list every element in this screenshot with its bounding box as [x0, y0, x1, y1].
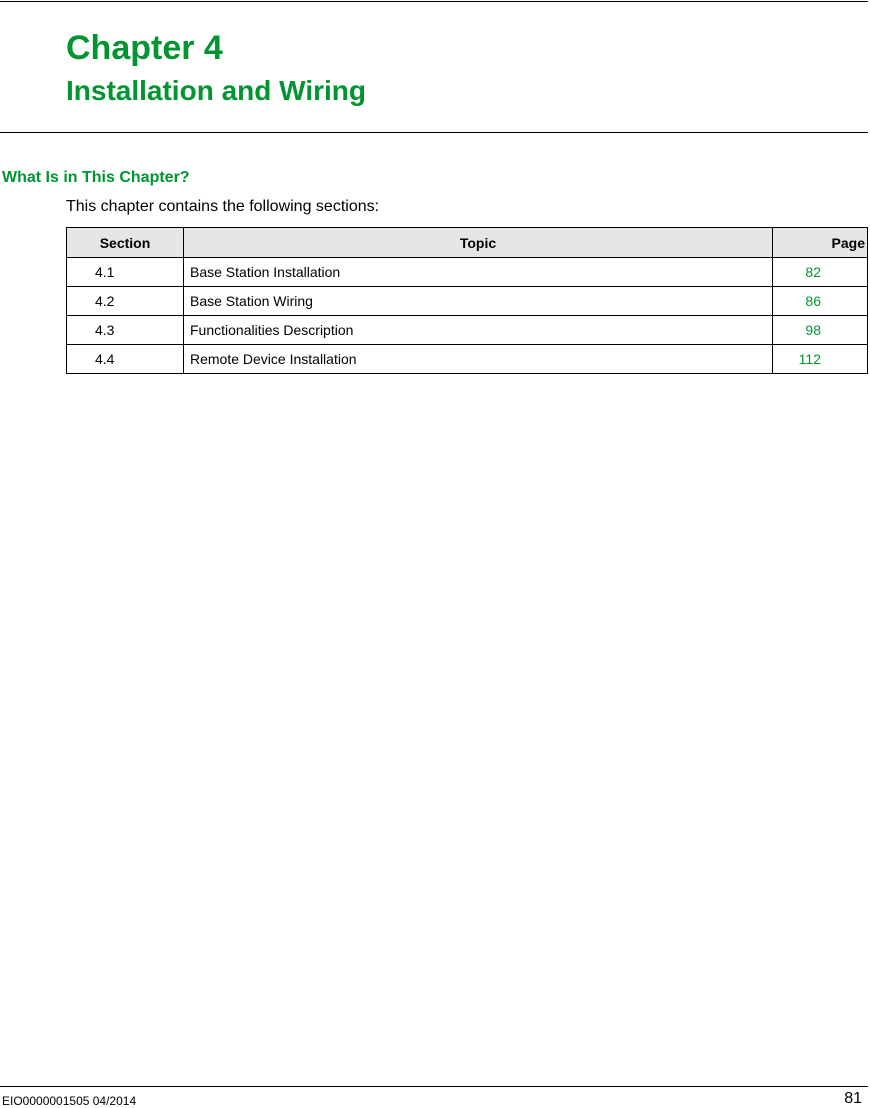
page-link[interactable]: 98 [773, 316, 868, 345]
section-heading: What Is in This Chapter? [2, 169, 190, 186]
column-header-topic: Topic [184, 228, 773, 258]
column-header-page: Page [773, 228, 868, 258]
intro-text: This chapter contains the following sections: [66, 198, 380, 215]
section-number: 4.2 [67, 287, 184, 316]
table-row [67, 287, 868, 316]
section-number: 4.3 [67, 316, 184, 345]
section-number: 4.4 [67, 345, 184, 374]
topic-title: Base Station Installation [184, 258, 773, 287]
header-rule [0, 132, 868, 133]
table-row [67, 258, 868, 287]
footer-page-number: 81 [844, 1090, 862, 1107]
contents-table [66, 227, 868, 374]
page-link[interactable]: 112 [773, 345, 868, 374]
page-link[interactable]: 82 [773, 258, 868, 287]
table-row [67, 316, 868, 345]
column-header-section: Section [67, 228, 184, 258]
table-header-row [67, 228, 868, 258]
chapter-number: Chapter 4 [66, 29, 223, 67]
topic-title: Base Station Wiring [184, 287, 773, 316]
topic-title: Functionalities Description [184, 316, 773, 345]
footer-rule [0, 1086, 868, 1087]
section-number: 4.1 [67, 258, 184, 287]
top-rule [0, 1, 868, 2]
footer-document-reference: EIO0000001505 04/2014 [2, 1094, 137, 1108]
page-link[interactable]: 86 [773, 287, 868, 316]
chapter-title: Installation and Wiring [66, 75, 366, 106]
topic-title: Remote Device Installation [184, 345, 773, 374]
table-row [67, 345, 868, 374]
